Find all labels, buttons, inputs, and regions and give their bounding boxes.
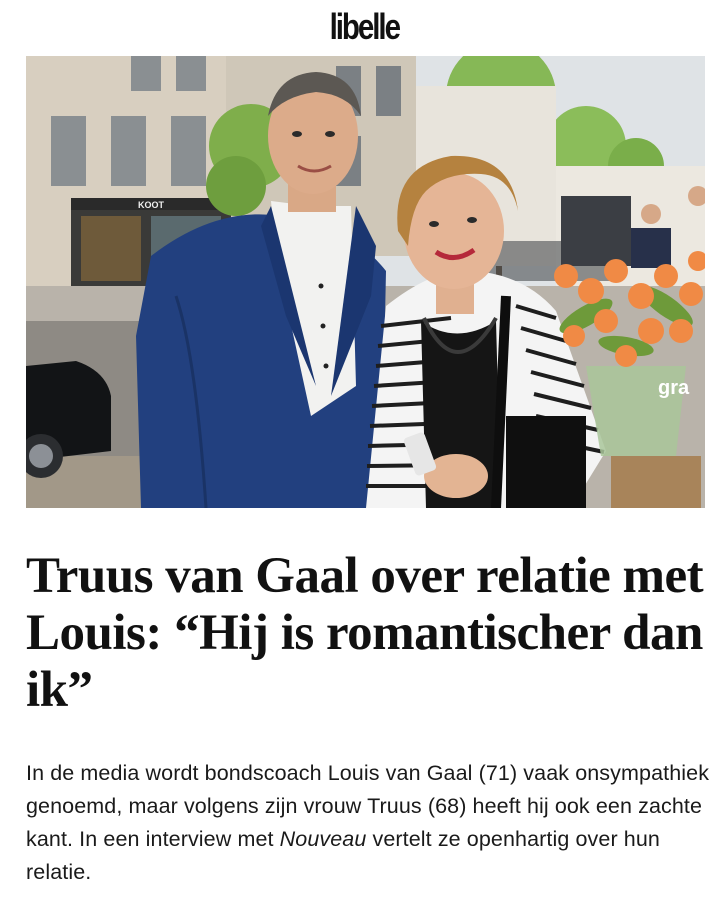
intro-text-start: In de media wordt bondscoach Louis van Gaal (71) vaak onsympathiek genoemd, maar volgens zijn vrouw Truus (68) heeft hij ook een zachte kant. In een interview met [26, 761, 710, 851]
libelle-logo[interactable]: libelle [329, 6, 399, 47]
vase-text: gra [658, 377, 690, 399]
article-headline[interactable]: Truus van Gaal over relatie met Louis: “Hij is romantischer dan ik” [26, 548, 704, 718]
intro-publication-name: Nouveau [279, 827, 367, 851]
hero-photo [26, 56, 705, 508]
storefront-sign: KOOT [138, 200, 164, 210]
intro-text-end: vertelt ze openhartig over hun relatie. [26, 827, 660, 884]
hero-photo-illustration [26, 56, 705, 508]
site-header [0, 0, 728, 50]
article-intro [26, 757, 716, 889]
